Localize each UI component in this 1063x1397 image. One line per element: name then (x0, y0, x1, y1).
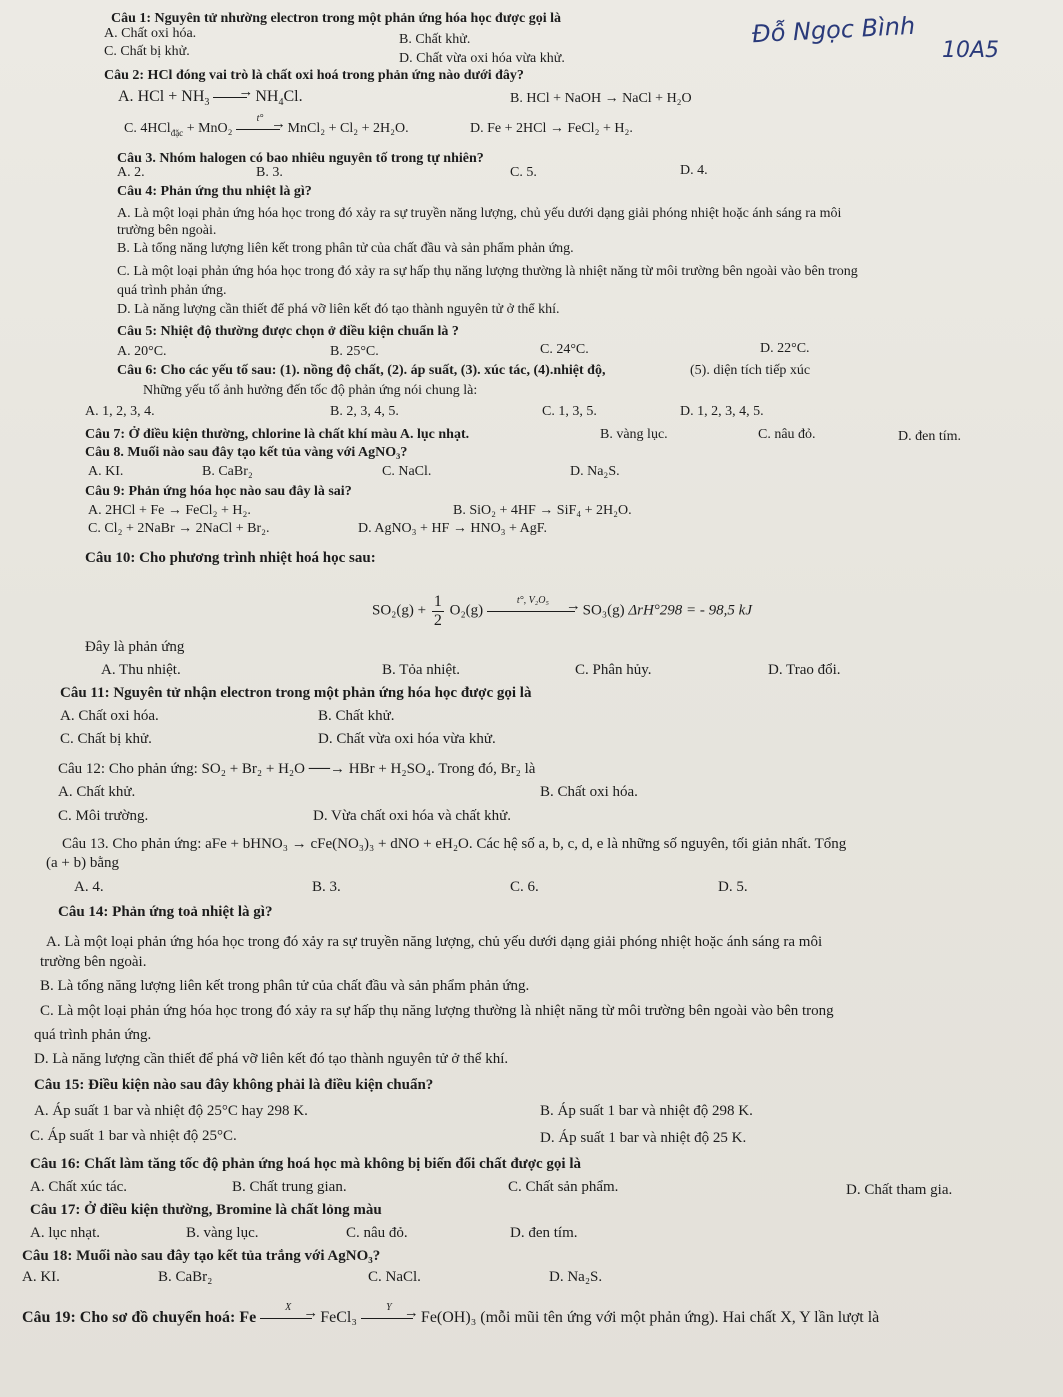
q12-stem: Câu 12: Cho phản ứng: SO₂ + Br₂ + H₂O ──→ HBr + H₂SO₄. Trong đó, Br₂ là (58, 761, 536, 777)
q10-option-d: D. Trao đổi. (768, 662, 841, 678)
q9-option-b: B. SiO₂ + 4HF → SiF₄ + 2H₂O. (453, 503, 632, 518)
q9-option-d: D. AgNO₃ + HF → HNO₃ + AgF. (358, 521, 547, 536)
q3-option-d: D. 4. (680, 163, 708, 178)
q13-option-a: A. 4. (74, 879, 104, 895)
q8-option-a: A. KI. (88, 464, 124, 479)
q4-option-a2: trường bên ngoài. (117, 223, 217, 238)
q12-option-a: A. Chất khử. (58, 784, 136, 800)
q2-a-arrow (213, 92, 251, 102)
q6-stem: Câu 6: Cho các yếu tố sau: (1). nồng độ chất, (2). áp suất, (3). xúc tác, (4).nhiệt độ, (117, 363, 606, 378)
q18-option-a: A. KI. (22, 1269, 60, 1285)
q4-option-c1: C. Là một loại phản ứng hóa học trong đó xảy ra sự hấp thụ năng lượng thường là nhiệt năng từ môi trường bên ngoài vào bên trong (117, 264, 858, 279)
q6-option-c: C. 1, 3, 5. (542, 404, 597, 419)
q13-option-d: D. 5. (718, 879, 748, 895)
q7-stem: Câu 7: Ở điều kiện thường, chlorine là chất khí màu A. lục nhạt. (85, 427, 470, 442)
q15-option-c: C. Áp suất 1 bar và nhiệt độ 25°C. (30, 1128, 237, 1144)
q10-option-b: B. Tỏa nhiệt. (382, 662, 461, 678)
q6-stem2: Những yếu tố ảnh hưởng đến tốc độ phản ứng nói chung là: (143, 383, 478, 398)
q16-option-d: D. Chất tham gia. (846, 1182, 953, 1198)
q13-stem: Câu 13. Cho phản ứng: aFe + bHNO₃ → cFe(NO₃)₃ + dNO + eH₂O. Các hệ số a, b, c, d, e là những số nguyên, tối giản nhất. Tổng (62, 836, 847, 852)
q19-arrow-x: X → (260, 1313, 316, 1323)
q11-stem: Câu 11: Nguyên tử nhận electron trong một phản ứng hóa học được gọi là (60, 685, 532, 701)
q8-option-c: C. NaCl. (382, 464, 432, 479)
q5-option-a: A. 20°C. (117, 344, 167, 359)
q2-option-d: D. Fe + 2HCl → FeCl₂ + H₂. (470, 121, 633, 136)
q18-stem: Câu 18: Muối nào sau đây tạo kết tủa trắng với AgNO₃? (22, 1248, 381, 1264)
q1-option-c: C. Chất bị khử. (104, 44, 190, 59)
q1-stem: Câu 1: Nguyên tử nhường electron trong một phản ứng hóa học được gọi là (111, 11, 561, 26)
q9-stem: Câu 9: Phản ứng hóa học nào sau đây là sai? (85, 484, 352, 499)
q7-option-c: C. nâu đỏ. (758, 427, 816, 442)
q9-option-c: C. Cl₂ + 2NaBr → 2NaCl + Br₂. (88, 521, 270, 536)
q17-option-d: D. đen tím. (510, 1225, 578, 1241)
q17-option-c: C. nâu đỏ. (346, 1225, 408, 1241)
q1-option-d: D. Chất vừa oxi hóa vừa khử. (399, 51, 565, 66)
q10-option-a: A. Thu nhiệt. (101, 662, 181, 678)
q13-stem2: (a + b) bằng (46, 855, 120, 871)
q16-option-c: C. Chất sản phẩm. (508, 1179, 619, 1195)
q3-option-a: A. 2. (117, 165, 145, 180)
q3-option-b: B. 3. (256, 165, 283, 180)
q1-option-b: B. Chất khử. (399, 32, 471, 47)
handwritten-name: Đỗ Ngọc Bình (751, 11, 916, 49)
q14-stem: Câu 14: Phản ứng toả nhiệt là gì? (58, 904, 273, 920)
q17-option-b: B. vàng lục. (186, 1225, 259, 1241)
q13-option-b: B. 3. (312, 879, 341, 895)
q18-option-d: D. Na₂S. (549, 1269, 603, 1285)
q16-option-a: A. Chất xúc tác. (30, 1179, 128, 1195)
q19-stem: Câu 19: Cho sơ đồ chuyển hoá: Fe X → FeCl₃ Y → Fe(OH)₃ (mỗi mũi tên ứng với một phản ứng). Hai chất X, Y lần lượt là (22, 1310, 879, 1326)
q8-option-b: B. CaBr₂ (202, 464, 253, 479)
q12-option-d: D. Vừa chất oxi hóa và chất khử. (313, 808, 512, 824)
q1-option-a: A. Chất oxi hóa. (104, 26, 197, 41)
q10-fraction: $\frac{1}{2}$ (433, 593, 442, 629)
q11-option-a: A. Chất oxi hóa. (60, 708, 159, 724)
q4-option-d: D. Là năng lượng cần thiết để phá vỡ liên kết đó tạo thành nguyên tử ở thể khí. (117, 302, 560, 317)
q3-option-c: C. 5. (510, 165, 537, 180)
q2-c-arrow: t° → (236, 124, 284, 134)
q6-option-d: D. 1, 2, 3, 4, 5. (680, 404, 764, 419)
q5-option-d: D. 22°C. (760, 341, 810, 356)
q15-option-b: B. Áp suất 1 bar và nhiệt độ 298 K. (540, 1103, 753, 1119)
q17-option-a: A. lục nhạt. (30, 1225, 100, 1241)
q8-option-d: D. Na₂S. (570, 464, 620, 479)
q19-arrow-y: Y → (361, 1313, 417, 1323)
q15-stem: Câu 15: Điều kiện nào sau đây không phải là điều kiện chuẩn? (34, 1077, 434, 1093)
q14-option-d: D. Là năng lượng cần thiết để phá vỡ liên kết đó tạo thành nguyên tử ở thể khí. (34, 1051, 509, 1067)
q12-option-b: B. Chất oxi hóa. (540, 784, 638, 800)
handwritten-class: 10A5 (942, 38, 1000, 63)
q14-option-c2: quá trình phản ứng. (34, 1027, 152, 1043)
q6-stem-end: (5). diện tích tiếp xúc (690, 363, 811, 378)
q10-equation: SO₂(g) + $\frac{1}{2}$ O₂(g) t°, V₂O₅ → SO₃(g) ΔrH°298 = - 98,5 kJ (372, 593, 752, 629)
q5-option-b: B. 25°C. (330, 344, 379, 359)
q6-option-b: B. 2, 3, 4, 5. (330, 404, 399, 419)
q4-option-b: B. Là tổng năng lượng liên kết trong phân tử của chất đầu và sản phẩm phản ứng. (117, 241, 574, 256)
q14-option-a1: A. Là một loại phản ứng hóa học trong đó xảy ra sự truyền năng lượng, chủ yếu dưới dạng giải phóng nhiệt hoặc ánh sáng ra môi (46, 934, 823, 950)
q15-option-d: D. Áp suất 1 bar và nhiệt độ 25 K. (540, 1130, 747, 1146)
q4-option-c2: quá trình phản ứng. (117, 283, 227, 298)
q11-option-d: D. Chất vừa oxi hóa vừa khử. (318, 731, 496, 747)
q11-option-c: C. Chất bị khử. (60, 731, 152, 747)
q11-option-b: B. Chất khử. (318, 708, 395, 724)
q10-stem2: Đây là phản ứng (85, 639, 185, 655)
q12-option-c: C. Môi trường. (58, 808, 149, 824)
q15-option-a: A. Áp suất 1 bar và nhiệt độ 25°C hay 298 K. (34, 1103, 308, 1119)
q13-option-c: C. 6. (510, 879, 539, 895)
q4-option-a1: A. Là một loại phản ứng hóa học trong đó xảy ra sự truyền năng lượng, chủ yếu dưới dạng giải phóng nhiệt hoặc ánh sáng ra môi (117, 206, 842, 221)
q10-option-c: C. Phân hủy. (575, 662, 652, 678)
q17-stem: Câu 17: Ở điều kiện thường, Bromine là chất lỏng màu (30, 1202, 382, 1218)
q16-option-b: B. Chất trung gian. (232, 1179, 347, 1195)
q2-option-c: C. 4HCl$_{đặc}$ + MnO₂ t° → MnCl₂ + Cl₂ + 2H₂O. (124, 122, 409, 138)
q14-option-a2: trường bên ngoài. (40, 954, 147, 970)
q3-stem: Câu 3. Nhóm halogen có bao nhiêu nguyên tố trong tự nhiên? (117, 151, 484, 166)
q7-option-b: B. vàng lục. (600, 427, 668, 442)
q5-option-c: C. 24°C. (540, 342, 589, 357)
q2-option-b: B. HCl + NaOH → NaCl + H₂O (510, 91, 692, 106)
q10-stem: Câu 10: Cho phương trình nhiệt hoá học sau: (85, 550, 376, 566)
q10-arrow: t°, V₂O₅ → (487, 606, 579, 616)
q2-stem: Câu 2: HCl đóng vai trò là chất oxi hoá trong phản ứng nào dưới đây? (104, 68, 524, 83)
q14-option-b: B. Là tổng năng lượng liên kết trong phân tử của chất đầu và sản phẩm phản ứng. (40, 978, 530, 994)
q18-option-c: C. NaCl. (368, 1269, 421, 1285)
q7-option-d: D. đen tím. (898, 429, 961, 444)
q4-stem: Câu 4: Phản ứng thu nhiệt là gì? (117, 184, 312, 199)
q2-option-a: A. HCl + $NH_3 \to NH_4Cl$. (118, 89, 303, 108)
q5-stem: Câu 5: Nhiệt độ thường được chọn ở điều kiện chuẩn là ? (117, 324, 459, 339)
q18-option-b: B. CaBr₂ (158, 1269, 213, 1285)
q9-option-a: A. 2HCl + Fe → FeCl₂ + H₂. (88, 503, 251, 518)
q8-stem: Câu 8. Muối nào sau đây tạo kết tủa vàng với AgNO₃? (85, 445, 408, 460)
q6-option-a: A. 1, 2, 3, 4. (85, 404, 155, 419)
q16-stem: Câu 16: Chất làm tăng tốc độ phản ứng hoá học mà không bị biến đổi chất được gọi là (30, 1156, 581, 1172)
q14-option-c1: C. Là một loại phản ứng hóa học trong đó xảy ra sự hấp thụ năng lượng thường là nhiệt năng từ môi trường bên ngoài vào bên trong (40, 1003, 834, 1019)
